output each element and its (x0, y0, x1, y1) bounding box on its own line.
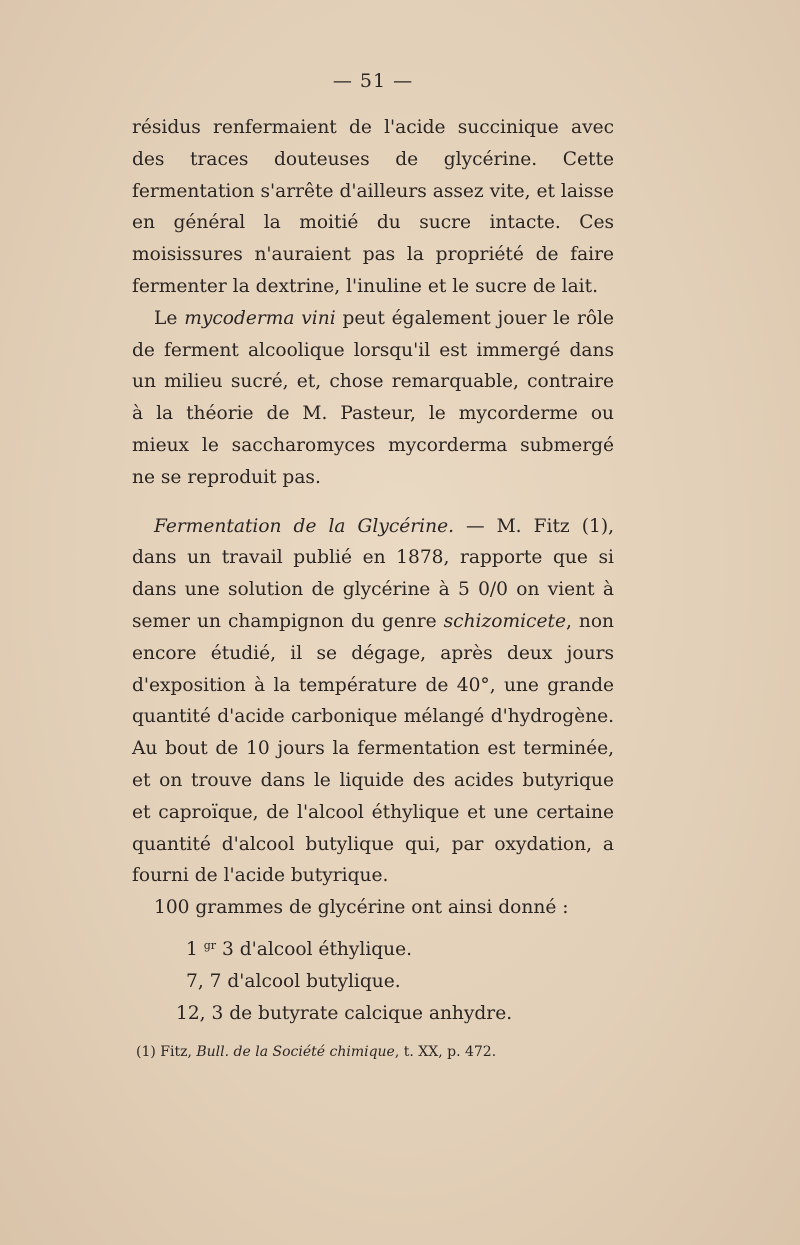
paragraph-residus: résidus renfermaient de l'acide succinique avec des traces douteuses de glycérine. Cette fermentation s'arrête d'ailleurs assez vite, et laisse en général la moitié du sucre intacte. Ces moisissures n'auraient pas la propriété de faire fermenter la dextrine, l'inuline et le sucre de lait. (132, 117, 614, 297)
p2-prefix: Le (154, 307, 185, 329)
p3-part2: , non encore étudié, il se dégage, après deux jours d'exposition à la température de 40°, une grande quantité d'acide carbonique mélangé d'hydrogène. Au bout de 10 jours la fermentation est terminée, et on trouve dans le liquide des acides butyrique et caproïque, de l'alcool éthylique et une certaine quantité d'alcool butylique qui, par oxydation, a fourni de l'acide butyrique. (132, 610, 614, 887)
result-line: 7, 7 d'alcool butylique. (186, 970, 401, 992)
p3-part1: — M. Fitz (1), dans un travail publié en 1878, rapporte que si dans une solution de glycérine à 5 0/0 on vient à semer un champignon du genre (132, 515, 614, 632)
p2-italic: mycoderma vini (184, 307, 336, 329)
paragraph-glycerine (132, 511, 614, 893)
result-line: 1 $^{gr}$ 3 d'alcool éthylique. (186, 938, 413, 960)
section-title: Fermentation de la Glycérine. (154, 515, 454, 537)
paragraph-grammes: 100 grammes de glycérine ont ainsi donné : (154, 897, 569, 919)
page-number: — 51 — (332, 70, 414, 92)
result-line: 12, 3 de butyrate calcique anhydre. (176, 1002, 513, 1024)
footnote: (1) Fitz, Bull. de la Société chimique, t. XX, p. 472. (136, 1044, 497, 1061)
p2-rest: peut également jouer le rôle de ferment alcoolique lorsqu'il est immergé dans un milieu sucré, et, chose remarquable, contraire à la théorie de M. Pasteur, le mycorderme ou mieux le saccharomyces mycorderma submergé ne se reproduit pas. (132, 307, 614, 488)
paragraph-mycoderma (132, 303, 614, 494)
document-page (132, 70, 614, 1063)
p3-genus: schizomicete (443, 610, 566, 632)
results-list (132, 930, 614, 1029)
